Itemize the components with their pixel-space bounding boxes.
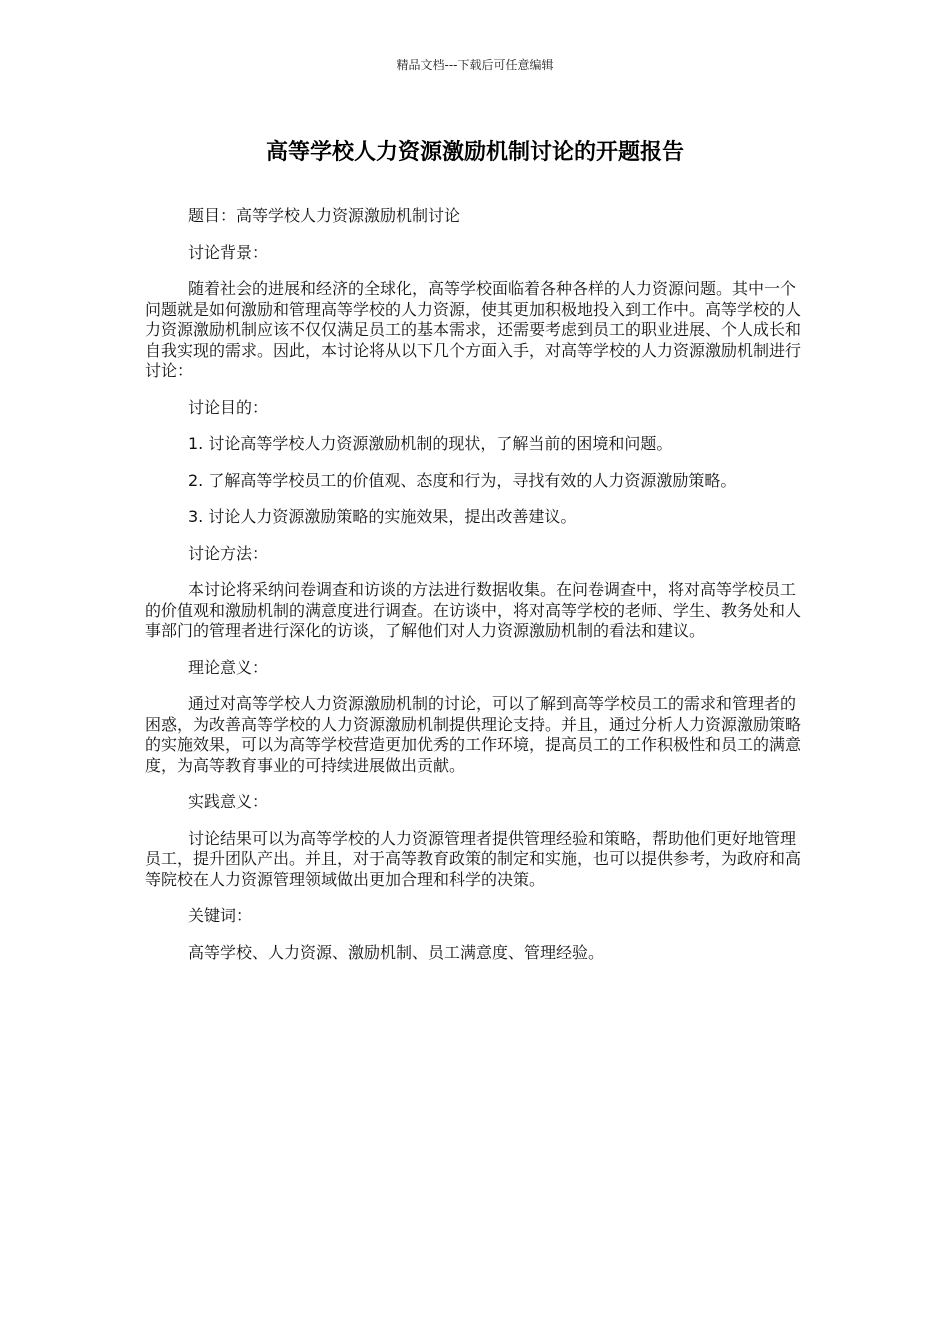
theory-paragraph: 通过对高等学校人力资源激励机制的讨论，可以了解到高等学校员工的需求和管理者的困惑，为改善高等学校的人力资源激励机制提供理论支持。并且，通过分析人力资源激励策略的实施效果，可以为高等学校营造更加优秀的工作环境，提高员工的工作积极性和员工的满意度，为高等教育事业的可持续进展做出贡献。 [145, 694, 802, 775]
keywords-line: 高等学校、人力资源、激励机制、员工满意度、管理经验。 [188, 942, 605, 962]
practice-paragraph: 讨论结果可以为高等学校的人力资源管理者提供管理经验和策略，帮助他们更好地管理员工，提升团队产出。并且，对于高等教育政策的制定和实施，也可以提供参考，为政府和高等院校在人力资源管理领域做出更加合理和科学的决策。 [145, 828, 802, 889]
section-heading-theory: 理论意义： [188, 657, 269, 677]
document-body [145, 206, 810, 979]
background-paragraph: 随着社会的进展和经济的全球化，高等学校面临着各种各样的人力资源问题。其中一个问题就是如何激励和管理高等学校的人力资源，使其更加积极地投入到工作中。高等学校的人力资源激励机制应该不仅仅满足员工的基本需求，还需要考虑到员工的职业进展、个人成长和自我实现的需求。因此，本讨论将从以下几个方面入手，对高等学校的人力资源激励机制进行讨论： [145, 279, 802, 380]
section-heading-method: 讨论方法： [188, 543, 269, 563]
topic-line: 题目：高等学校人力资源激励机制讨论 [188, 206, 461, 225]
document-title: 高等学校人力资源激励机制讨论的开题报告 [265, 140, 684, 165]
section-heading-background: 讨论背景： [188, 242, 269, 262]
page-header: 精品文档---下载后可任意编辑 [396, 58, 554, 72]
section-heading-practice: 实践意义： [188, 792, 269, 811]
section-heading-keywords: 关键词： [188, 906, 253, 925]
purpose-item-1: 1. 讨论高等学校人力资源激励机制的现状，了解当前的困境和问题。 [188, 434, 673, 453]
section-heading-purpose: 讨论目的： [188, 397, 269, 417]
purpose-item-3: 3. 讨论人力资源激励策略的实施效果，提出改善建议。 [188, 507, 577, 526]
method-paragraph: 本讨论将采纳问卷调查和访谈的方法进行数据收集。在问卷调查中，将对高等学校员工的价值观和激励机制的满意度进行调查。在访谈中，将对高等学校的老师、学生、教务处和人事部门的管理者进行深化的访谈，了解他们对人力资源激励机制的看法和建议。 [145, 580, 802, 640]
purpose-item-2: 2. 了解高等学校员工的价值观、态度和行为，寻找有效的人力资源激励策略。 [188, 470, 737, 490]
